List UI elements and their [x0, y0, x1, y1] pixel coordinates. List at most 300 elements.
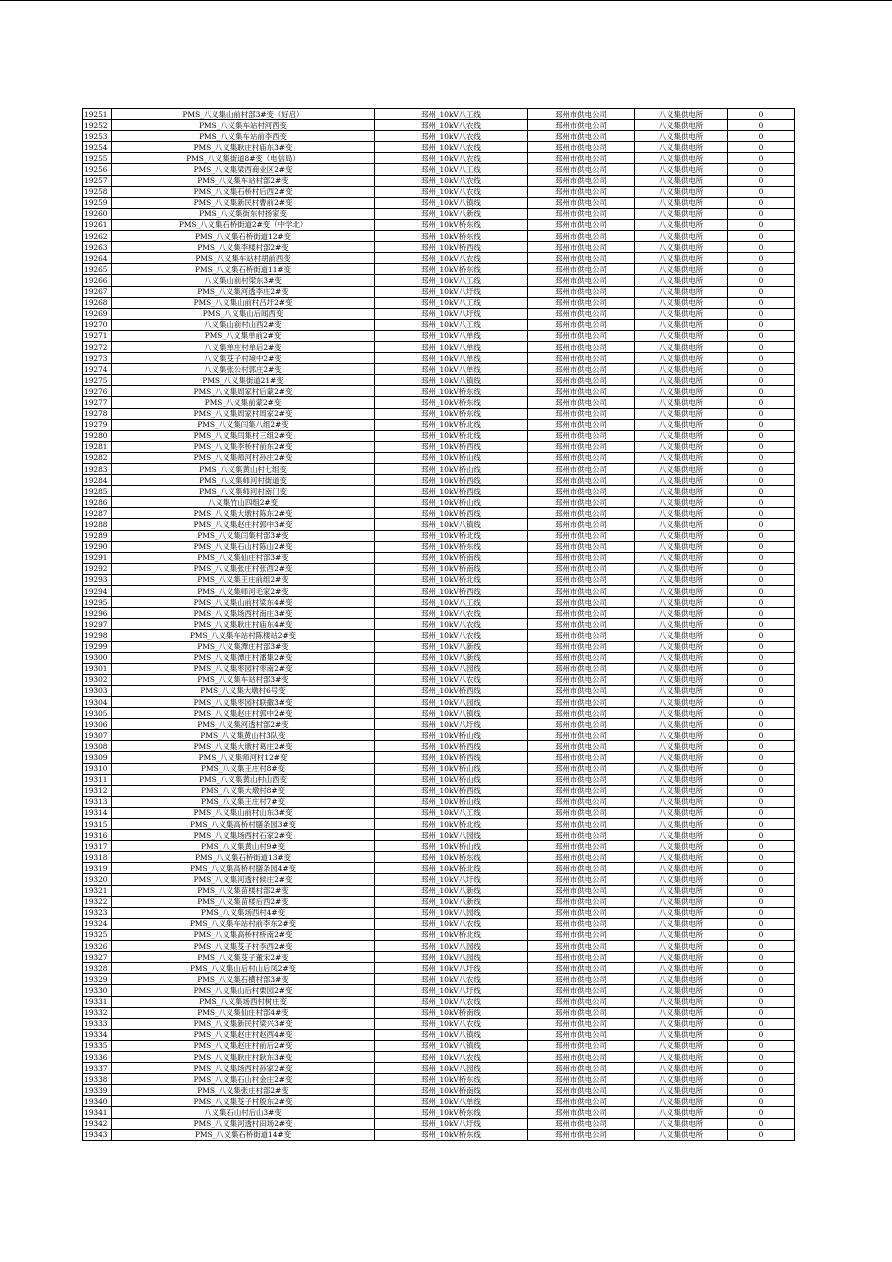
table-row — [83, 563, 795, 574]
substation-name-cell: PMS_八义集周家村后蒙2#变 — [112, 386, 375, 397]
company-cell: 邳州市供电公司 — [528, 1085, 635, 1096]
company-cell: 邳州市供电公司 — [528, 297, 635, 308]
company-cell: 邳州市供电公司 — [528, 1051, 635, 1062]
table-row — [83, 941, 795, 952]
company-cell: 邳州市供电公司 — [528, 186, 635, 197]
company-cell: 邳州市供电公司 — [528, 1096, 635, 1107]
substation-name-cell: PMS_八义集闫集村部3#变 — [112, 530, 375, 541]
value-cell: 0 — [728, 541, 795, 552]
station-cell: 八义集供电所 — [635, 286, 728, 297]
feeder-line-cell: 邳州_10kV桥西线 — [375, 785, 528, 796]
value-cell: 0 — [728, 397, 795, 408]
substation-name-cell: PMS_八义集仙庄村部3#变 — [112, 552, 375, 563]
company-cell: 邳州市供电公司 — [528, 1074, 635, 1085]
company-cell: 邳州市供电公司 — [528, 652, 635, 663]
station-cell: 八义集供电所 — [635, 452, 728, 463]
value-cell: 0 — [728, 896, 795, 907]
feeder-line-cell: 邳州_10kV八新线 — [375, 208, 528, 219]
value-cell: 0 — [728, 464, 795, 475]
substation-name-cell: PMS_八义集周家村周家2#变 — [112, 408, 375, 419]
company-cell: 邳州市供电公司 — [528, 941, 635, 952]
company-cell: 邳州市供电公司 — [528, 696, 635, 707]
value-cell: 0 — [728, 730, 795, 741]
value-cell: 0 — [728, 796, 795, 807]
substation-name-cell: PMS_八义集师河村街道变 — [112, 475, 375, 486]
substation-name-cell: PMS_八义集梁西商业区2#变 — [112, 164, 375, 175]
company-cell: 邳州市供电公司 — [528, 231, 635, 242]
substation-name-cell: PMS_八义集河透李庄2#变 — [112, 286, 375, 297]
substation-name-cell: PMS_八义集高桥村膳条园4#变 — [112, 863, 375, 874]
table-row — [83, 219, 795, 230]
feeder-line-cell: 邳州_10kV八农线 — [375, 1018, 528, 1029]
feeder-line-cell: 邳州_10kV桥山线 — [375, 464, 528, 475]
value-cell: 0 — [728, 275, 795, 286]
company-cell: 邳州市供电公司 — [528, 752, 635, 763]
feeder-line-cell: 邳州_10kV桥南线 — [375, 1007, 528, 1018]
feeder-line-cell: 邳州_10kV八农线 — [375, 974, 528, 985]
substation-name-cell: PMS_八义集新民村曹前2#变 — [112, 197, 375, 208]
station-cell: 八义集供电所 — [635, 1029, 728, 1040]
station-cell: 八义集供电所 — [635, 763, 728, 774]
company-cell: 邳州市供电公司 — [528, 597, 635, 608]
substation-name-cell: PMS_八义集潭庄村部3#变 — [112, 641, 375, 652]
substation-name-cell: PMS_八义集新民村梁兴3#变 — [112, 1018, 375, 1029]
row-id-cell: 19339 — [83, 1085, 112, 1096]
table-row — [83, 597, 795, 608]
value-cell: 0 — [728, 1063, 795, 1074]
table-row — [83, 508, 795, 519]
table-row — [83, 996, 795, 1007]
company-cell: 邳州市供电公司 — [528, 663, 635, 674]
company-cell: 邳州市供电公司 — [528, 1063, 635, 1074]
company-cell: 邳州市供电公司 — [528, 1129, 635, 1140]
row-id-cell: 19320 — [83, 874, 112, 885]
feeder-line-cell: 邳州_10kV桥南线 — [375, 1085, 528, 1096]
company-cell: 邳州市供电公司 — [528, 619, 635, 630]
value-cell: 0 — [728, 1051, 795, 1062]
value-cell: 0 — [728, 208, 795, 219]
value-cell: 0 — [728, 330, 795, 341]
row-id-cell: 19294 — [83, 586, 112, 597]
station-cell: 八义集供电所 — [635, 696, 728, 707]
substation-name-cell: PMS_八义集石桥街道12#变 — [112, 231, 375, 242]
station-cell: 八义集供电所 — [635, 353, 728, 364]
row-id-cell: 19257 — [83, 175, 112, 186]
feeder-line-cell: 邳州_10kV八工线 — [375, 109, 528, 120]
station-cell: 八义集供电所 — [635, 275, 728, 286]
value-cell: 0 — [728, 308, 795, 319]
station-cell: 八义集供电所 — [635, 519, 728, 530]
company-cell: 邳州市供电公司 — [528, 419, 635, 430]
table-row — [83, 1129, 795, 1140]
station-cell: 八义集供电所 — [635, 685, 728, 696]
substation-name-cell: PMS_八义集场西村4#变 — [112, 907, 375, 918]
feeder-line-cell: 邳州_10kV桥北线 — [375, 863, 528, 874]
feeder-line-cell: 邳州_10kV桥东线 — [375, 219, 528, 230]
value-cell: 0 — [728, 419, 795, 430]
feeder-line-cell: 邳州_10kV八圩线 — [375, 1118, 528, 1129]
value-cell: 0 — [728, 963, 795, 974]
row-id-cell: 19316 — [83, 830, 112, 841]
value-cell: 0 — [728, 264, 795, 275]
company-cell: 邳州市供电公司 — [528, 452, 635, 463]
company-cell: 邳州市供电公司 — [528, 475, 635, 486]
table-row — [83, 1029, 795, 1040]
table-row — [83, 796, 795, 807]
table-row — [83, 641, 795, 652]
substation-name-cell: PMS_八义集王庄前组2#变 — [112, 574, 375, 585]
table-row — [83, 874, 795, 885]
value-cell: 0 — [728, 1129, 795, 1140]
row-id-cell: 19278 — [83, 408, 112, 419]
feeder-line-cell: 邳州_10kV八农线 — [375, 142, 528, 153]
feeder-line-cell: 邳州_10kV八圩线 — [375, 874, 528, 885]
value-cell: 0 — [728, 696, 795, 707]
substation-name-cell: 八义集山前村梁东3#变 — [112, 275, 375, 286]
feeder-line-cell: 邳州_10kV八农线 — [375, 674, 528, 685]
value-cell: 0 — [728, 929, 795, 940]
table-row — [83, 907, 795, 918]
value-cell: 0 — [728, 231, 795, 242]
station-cell: 八义集供电所 — [635, 1129, 728, 1140]
value-cell: 0 — [728, 120, 795, 131]
company-cell: 邳州市供电公司 — [528, 641, 635, 652]
substation-name-cell: 八义集山前村山西2#变 — [112, 319, 375, 330]
substation-name-cell: PMS_八义集山后闻西变 — [112, 308, 375, 319]
feeder-line-cell: 邳州_10kV八镇线 — [375, 1040, 528, 1051]
row-id-cell: 19295 — [83, 597, 112, 608]
feeder-line-cell: 邳州_10kV八工线 — [375, 164, 528, 175]
table-row — [83, 1018, 795, 1029]
feeder-line-cell: 邳州_10kV八农线 — [375, 175, 528, 186]
station-cell: 八义集供电所 — [635, 785, 728, 796]
value-cell: 0 — [728, 630, 795, 641]
substation-name-cell: PMS_八义集苗楼后西2#变 — [112, 896, 375, 907]
station-cell: 八义集供电所 — [635, 497, 728, 508]
table-row — [83, 730, 795, 741]
row-id-cell: 19311 — [83, 774, 112, 785]
row-id-cell: 19299 — [83, 641, 112, 652]
value-cell: 0 — [728, 253, 795, 264]
station-cell: 八义集供电所 — [635, 386, 728, 397]
table-row — [83, 164, 795, 175]
table-row — [83, 819, 795, 830]
company-cell: 邳州市供电公司 — [528, 375, 635, 386]
substation-name-cell: PMS_八义集高桥村桥南2#变 — [112, 929, 375, 940]
company-cell: 邳州市供电公司 — [528, 397, 635, 408]
row-id-cell: 19312 — [83, 785, 112, 796]
row-id-cell: 19274 — [83, 364, 112, 375]
feeder-line-cell: 邳州_10kV八农线 — [375, 253, 528, 264]
station-cell: 八义集供电所 — [635, 674, 728, 685]
feeder-line-cell: 邳州_10kV八工线 — [375, 275, 528, 286]
company-cell: 邳州市供电公司 — [528, 541, 635, 552]
row-id-cell: 19304 — [83, 696, 112, 707]
table-row — [83, 608, 795, 619]
value-cell: 0 — [728, 641, 795, 652]
substation-name-cell: PMS_八义集石山村金庄2#变 — [112, 1074, 375, 1085]
station-cell: 八义集供电所 — [635, 1118, 728, 1129]
table-row — [83, 985, 795, 996]
row-id-cell: 19253 — [83, 131, 112, 142]
company-cell: 邳州市供电公司 — [528, 1107, 635, 1118]
feeder-line-cell: 邳州_10kV八农线 — [375, 630, 528, 641]
station-cell: 八义集供电所 — [635, 231, 728, 242]
table-row — [83, 319, 795, 330]
table-row — [83, 386, 795, 397]
table-row — [83, 264, 795, 275]
substation-name-cell: PMS_八义集耿庄村庙东4#变 — [112, 619, 375, 630]
station-cell: 八义集供电所 — [635, 364, 728, 375]
company-cell: 邳州市供电公司 — [528, 608, 635, 619]
station-cell: 八义集供电所 — [635, 419, 728, 430]
company-cell: 邳州市供电公司 — [528, 863, 635, 874]
table-row — [83, 120, 795, 131]
table-row — [83, 763, 795, 774]
feeder-line-cell: 邳州_10kV八新线 — [375, 652, 528, 663]
table-row — [83, 863, 795, 874]
value-cell: 0 — [728, 441, 795, 452]
substation-name-cell: PMS_八义集山后村山后凤2#变 — [112, 963, 375, 974]
company-cell: 邳州市供电公司 — [528, 208, 635, 219]
substation-name-cell: 八义集芟子村境中2#变 — [112, 353, 375, 364]
company-cell: 邳州市供电公司 — [528, 408, 635, 419]
value-cell: 0 — [728, 785, 795, 796]
feeder-line-cell: 邳州_10kV桥西线 — [375, 508, 528, 519]
value-cell: 0 — [728, 1118, 795, 1129]
substation-name-cell: PMS_八义集师河毛家2#变 — [112, 586, 375, 597]
feeder-line-cell: 邳州_10kV桥西线 — [375, 586, 528, 597]
substation-name-cell: PMS_八义集赵庄村赵西4#变 — [112, 1029, 375, 1040]
value-cell: 0 — [728, 685, 795, 696]
feeder-line-cell: 邳州_10kV八农线 — [375, 608, 528, 619]
feeder-line-cell: 邳州_10kV八农线 — [375, 619, 528, 630]
value-cell: 0 — [728, 297, 795, 308]
row-id-cell: 19296 — [83, 608, 112, 619]
company-cell: 邳州市供电公司 — [528, 109, 635, 120]
station-cell: 八义集供电所 — [635, 1074, 728, 1085]
substation-name-cell: PMS_八义集黄山村山西变 — [112, 774, 375, 785]
row-id-cell: 19324 — [83, 918, 112, 929]
feeder-line-cell: 邳州_10kV八单线 — [375, 1096, 528, 1107]
table-row — [83, 497, 795, 508]
value-cell: 0 — [728, 663, 795, 674]
substation-name-cell: PMS_八义集芟子村李西2#变 — [112, 941, 375, 952]
feeder-line-cell: 邳州_10kV八园线 — [375, 830, 528, 841]
station-cell: 八义集供电所 — [635, 475, 728, 486]
table-row — [83, 275, 795, 286]
table-row — [83, 408, 795, 419]
station-cell: 八义集供电所 — [635, 330, 728, 341]
feeder-line-cell: 邳州_10kV八镇线 — [375, 519, 528, 530]
row-id-cell: 19334 — [83, 1029, 112, 1040]
row-id-cell: 19271 — [83, 330, 112, 341]
substation-name-cell: PMS_八义集芟子村殷东2#变 — [112, 1096, 375, 1107]
station-cell: 八义集供电所 — [635, 1085, 728, 1096]
feeder-line-cell: 邳州_10kV桥东线 — [375, 1107, 528, 1118]
row-id-cell: 19328 — [83, 963, 112, 974]
station-cell: 八义集供电所 — [635, 708, 728, 719]
substation-name-cell: PMS_八义集黄山村9#变 — [112, 841, 375, 852]
row-id-cell: 19266 — [83, 275, 112, 286]
substation-name-cell: PMS_八义集张庄村部2#变 — [112, 1085, 375, 1096]
row-id-cell: 19285 — [83, 486, 112, 497]
company-cell: 邳州市供电公司 — [528, 464, 635, 475]
value-cell: 0 — [728, 519, 795, 530]
table-row — [83, 918, 795, 929]
table-row — [83, 308, 795, 319]
substation-name-cell: PMS_八义集石横村部3#变 — [112, 974, 375, 985]
feeder-line-cell: 邳州_10kV桥东线 — [375, 231, 528, 242]
row-id-cell: 19267 — [83, 286, 112, 297]
table-row — [83, 1085, 795, 1096]
company-cell: 邳州市供电公司 — [528, 774, 635, 785]
station-cell: 八义集供电所 — [635, 774, 728, 785]
station-cell: 八义集供电所 — [635, 341, 728, 352]
row-id-cell: 19289 — [83, 530, 112, 541]
row-id-cell: 19323 — [83, 907, 112, 918]
feeder-line-cell: 邳州_10kV八新线 — [375, 641, 528, 652]
company-cell: 邳州市供电公司 — [528, 819, 635, 830]
table-row — [83, 1063, 795, 1074]
substation-name-cell: PMS_八义集车站村前李东2#变 — [112, 918, 375, 929]
row-id-cell: 19292 — [83, 563, 112, 574]
value-cell: 0 — [728, 530, 795, 541]
table-row — [83, 574, 795, 585]
company-cell: 邳州市供电公司 — [528, 785, 635, 796]
table-row — [83, 674, 795, 685]
feeder-line-cell: 邳州_10kV桥东线 — [375, 852, 528, 863]
substation-name-cell: 八义集石山村后山3#变 — [112, 1107, 375, 1118]
substation-name-cell: PMS_八义集山前村部3#变（好启） — [112, 109, 375, 120]
station-cell: 八义集供电所 — [635, 752, 728, 763]
feeder-line-cell: 邳州_10kV桥东线 — [375, 541, 528, 552]
company-cell: 邳州市供电公司 — [528, 719, 635, 730]
value-cell: 0 — [728, 131, 795, 142]
station-cell: 八义集供电所 — [635, 308, 728, 319]
table-row — [83, 142, 795, 153]
feeder-line-cell: 邳州_10kV桥北线 — [375, 574, 528, 585]
company-cell: 邳州市供电公司 — [528, 674, 635, 685]
company-cell: 邳州市供电公司 — [528, 1040, 635, 1051]
station-cell: 八义集供电所 — [635, 796, 728, 807]
feeder-line-cell: 邳州_10kV桥西线 — [375, 741, 528, 752]
feeder-line-cell: 邳州_10kV八农线 — [375, 153, 528, 164]
value-cell: 0 — [728, 219, 795, 230]
station-cell: 八义集供电所 — [635, 1096, 728, 1107]
row-id-cell: 19263 — [83, 242, 112, 253]
station-cell: 八义集供电所 — [635, 486, 728, 497]
value-cell: 0 — [728, 375, 795, 386]
table-row — [83, 330, 795, 341]
company-cell: 邳州市供电公司 — [528, 907, 635, 918]
station-cell: 八义集供电所 — [635, 1018, 728, 1029]
table-row — [83, 186, 795, 197]
row-id-cell: 19265 — [83, 264, 112, 275]
station-cell: 八义集供电所 — [635, 874, 728, 885]
substation-name-cell: PMS_八义集街东村扬家变 — [112, 208, 375, 219]
table-row — [83, 397, 795, 408]
company-cell: 邳州市供电公司 — [528, 175, 635, 186]
value-cell: 0 — [728, 286, 795, 297]
value-cell: 0 — [728, 996, 795, 1007]
row-id-cell: 19268 — [83, 297, 112, 308]
substation-name-cell: PMS_八义集大墩村陈东2#变 — [112, 508, 375, 519]
value-cell: 0 — [728, 852, 795, 863]
table-row — [83, 719, 795, 730]
substation-name-cell: PMS_八义集大墩村8#变 — [112, 785, 375, 796]
value-cell: 0 — [728, 774, 795, 785]
table-row — [83, 541, 795, 552]
table-row — [83, 619, 795, 630]
feeder-line-cell: 邳州_10kV桥山线 — [375, 841, 528, 852]
value-cell: 0 — [728, 242, 795, 253]
company-cell: 邳州市供电公司 — [528, 219, 635, 230]
row-id-cell: 19329 — [83, 974, 112, 985]
table-row — [83, 375, 795, 386]
table-row — [83, 297, 795, 308]
row-id-cell: 19342 — [83, 1118, 112, 1129]
substation-name-cell: PMS_八义集山前村山东3#变 — [112, 807, 375, 818]
feeder-line-cell: 邳州_10kV桥西线 — [375, 441, 528, 452]
feeder-line-cell: 邳州_10kV八园线 — [375, 907, 528, 918]
value-cell: 0 — [728, 597, 795, 608]
row-id-cell: 19287 — [83, 508, 112, 519]
row-id-cell: 19303 — [83, 685, 112, 696]
feeder-line-cell: 邳州_10kV八农线 — [375, 131, 528, 142]
substation-name-cell: PMS_八义集石桥街道11#变 — [112, 264, 375, 275]
row-id-cell: 19284 — [83, 475, 112, 486]
value-cell: 0 — [728, 186, 795, 197]
row-id-cell: 19310 — [83, 763, 112, 774]
feeder-line-cell: 邳州_10kV八单线 — [375, 364, 528, 375]
row-id-cell: 19341 — [83, 1107, 112, 1118]
station-cell: 八义集供电所 — [635, 952, 728, 963]
station-cell: 八义集供电所 — [635, 630, 728, 641]
substation-name-cell: PMS_八义集石山村陈山2#变 — [112, 541, 375, 552]
value-cell: 0 — [728, 819, 795, 830]
value-cell: 0 — [728, 1029, 795, 1040]
table-row — [83, 286, 795, 297]
value-cell: 0 — [728, 608, 795, 619]
station-cell: 八义集供电所 — [635, 552, 728, 563]
row-id-cell: 19291 — [83, 552, 112, 563]
company-cell: 邳州市供电公司 — [528, 586, 635, 597]
row-id-cell: 19273 — [83, 353, 112, 364]
row-id-cell: 19343 — [83, 1129, 112, 1140]
table-row — [83, 652, 795, 663]
station-cell: 八义集供电所 — [635, 652, 728, 663]
company-cell: 邳州市供电公司 — [528, 963, 635, 974]
table-row — [83, 807, 795, 818]
feeder-line-cell: 邳州_10kV桥北线 — [375, 819, 528, 830]
table-row — [83, 1074, 795, 1085]
substation-name-cell: PMS_八义集黄山村3队变 — [112, 730, 375, 741]
company-cell: 邳州市供电公司 — [528, 1029, 635, 1040]
row-id-cell: 19256 — [83, 164, 112, 175]
table-row — [83, 519, 795, 530]
table-row — [83, 1107, 795, 1118]
table-row — [83, 242, 795, 253]
table-row — [83, 841, 795, 852]
table-row — [83, 952, 795, 963]
station-cell: 八义集供电所 — [635, 242, 728, 253]
value-cell: 0 — [728, 486, 795, 497]
station-cell: 八义集供电所 — [635, 464, 728, 475]
feeder-line-cell: 邳州_10kV八单线 — [375, 341, 528, 352]
company-cell: 邳州市供电公司 — [528, 741, 635, 752]
substation-name-cell: PMS_八义集李桥村前东2#变 — [112, 441, 375, 452]
